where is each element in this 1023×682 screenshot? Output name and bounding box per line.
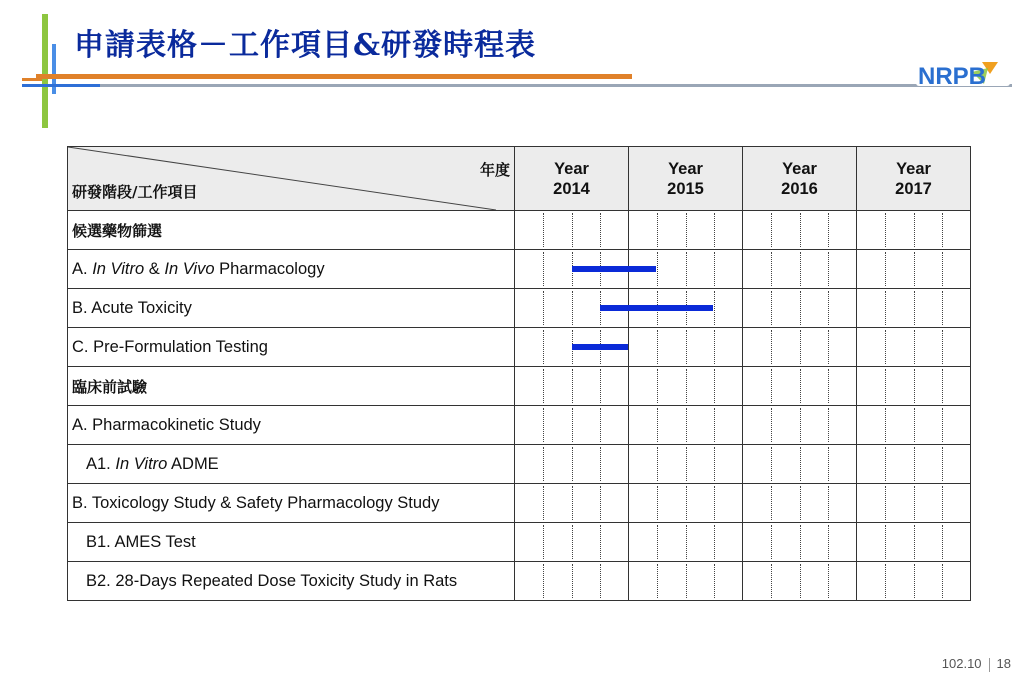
quarter-gridline — [942, 525, 943, 559]
quarter-gridline — [942, 369, 943, 403]
quarter-gridline — [771, 525, 772, 559]
table-row — [68, 367, 971, 406]
year-cell-2014 — [515, 367, 629, 406]
quarter-gridline — [885, 291, 886, 325]
year-cell-2015 — [629, 211, 743, 250]
quarter-gridline — [600, 408, 601, 442]
quarter-gridline — [771, 291, 772, 325]
quarter-gridline — [600, 213, 601, 247]
quarter-gridline — [800, 330, 801, 364]
quarter-gridline — [657, 525, 658, 559]
year-cell-2014 — [515, 562, 629, 601]
header-divider — [22, 84, 1012, 87]
quarter-gridline — [600, 525, 601, 559]
quarter-gridline — [771, 252, 772, 286]
title-underline-orange — [36, 74, 632, 79]
year-cell-2014 — [515, 289, 629, 328]
quarter-gridline — [771, 330, 772, 364]
task-text-part: A1. — [86, 454, 116, 473]
quarter-gridline — [572, 291, 573, 325]
quarter-gridline — [714, 486, 715, 520]
quarter-gridline — [914, 486, 915, 520]
task-text-part: A. — [72, 259, 93, 278]
table-row — [68, 328, 971, 367]
quarter-gridline — [771, 369, 772, 403]
year-cell-2017 — [857, 445, 971, 484]
year-cell-2014 — [515, 523, 629, 562]
quarter-gridline — [686, 486, 687, 520]
quarter-gridline — [942, 408, 943, 442]
year-cell-2014 — [515, 250, 629, 289]
year-cell-2016 — [743, 250, 857, 289]
year-cell-2016 — [743, 367, 857, 406]
task-text-part: In Vivo — [164, 259, 215, 278]
quarter-gridline — [942, 291, 943, 325]
quarter-gridline — [714, 291, 715, 325]
quarter-gridline — [657, 369, 658, 403]
quarter-gridline — [885, 330, 886, 364]
year-cell-2017 — [857, 406, 971, 445]
quarter-gridline — [914, 447, 915, 481]
year-cell-2015 — [629, 406, 743, 445]
quarter-gridline — [800, 408, 801, 442]
corner-cell — [68, 147, 515, 211]
quarter-gridline — [942, 213, 943, 247]
quarter-gridline — [885, 369, 886, 403]
quarter-gridline — [714, 447, 715, 481]
task-text-part: ADME — [167, 454, 219, 473]
quarter-gridline — [657, 447, 658, 481]
quarter-gridline — [885, 213, 886, 247]
task-text-part: 候選藥物篩選 — [72, 221, 163, 240]
footer-date: 102.10 — [941, 656, 982, 671]
quarter-gridline — [657, 408, 658, 442]
quarter-gridline — [914, 213, 915, 247]
schedule-table — [67, 146, 971, 601]
quarter-gridline — [914, 252, 915, 286]
quarter-gridline — [572, 369, 573, 403]
schedule-bar — [572, 344, 629, 350]
task-text-part: B. Acute Toxicity — [72, 298, 192, 317]
task-label — [68, 250, 515, 289]
slide-footer — [942, 656, 1011, 672]
quarter-gridline — [543, 486, 544, 520]
quarter-gridline — [657, 213, 658, 247]
quarter-gridline — [686, 564, 687, 598]
quarter-gridline — [800, 564, 801, 598]
quarter-gridline — [600, 447, 601, 481]
quarter-gridline — [600, 486, 601, 520]
quarter-gridline — [771, 408, 772, 442]
quarter-gridline — [686, 369, 687, 403]
year-header-2015: Year 2015 — [629, 147, 743, 211]
task-text-part: Pharmacology — [214, 259, 325, 278]
quarter-gridline — [942, 486, 943, 520]
quarter-gridline — [885, 252, 886, 286]
year-header-2016: Year 2016 — [743, 147, 857, 211]
year-cell-2016 — [743, 406, 857, 445]
quarter-gridline — [543, 564, 544, 598]
task-label — [68, 445, 515, 484]
schedule-bar — [600, 305, 713, 311]
year-cell-2017 — [857, 328, 971, 367]
quarter-gridline — [572, 447, 573, 481]
quarter-gridline — [543, 252, 544, 286]
quarter-gridline — [543, 213, 544, 247]
year-cell-2014 — [515, 484, 629, 523]
task-label — [68, 289, 515, 328]
table-row — [68, 250, 971, 289]
quarter-gridline — [942, 252, 943, 286]
quarter-gridline — [914, 408, 915, 442]
corner-year-label: 年度 — [479, 161, 510, 179]
table-row — [68, 523, 971, 562]
quarter-gridline — [657, 486, 658, 520]
quarter-gridline — [686, 408, 687, 442]
section-label — [68, 211, 515, 250]
year-cell-2016 — [743, 445, 857, 484]
quarter-gridline — [600, 369, 601, 403]
year-cell-2014 — [515, 406, 629, 445]
quarter-gridline — [800, 369, 801, 403]
quarter-gridline — [714, 408, 715, 442]
year-cell-2016 — [743, 523, 857, 562]
quarter-gridline — [771, 213, 772, 247]
quarter-gridline — [686, 330, 687, 364]
logo-text: NRPB — [918, 63, 987, 90]
task-text-part: C. Pre-Formulation Testing — [72, 337, 268, 356]
table-row — [68, 484, 971, 523]
task-text-part: A. Pharmacokinetic Study — [72, 415, 261, 434]
quarter-gridline — [686, 252, 687, 286]
quarter-gridline — [572, 564, 573, 598]
quarter-gridline — [885, 564, 886, 598]
quarter-gridline — [572, 408, 573, 442]
quarter-gridline — [543, 525, 544, 559]
quarter-gridline — [914, 291, 915, 325]
year-cell-2016 — [743, 328, 857, 367]
year-cell-2014 — [515, 211, 629, 250]
table-row — [68, 406, 971, 445]
quarter-gridline — [543, 447, 544, 481]
decor-green-bar — [42, 14, 48, 128]
header-divider-accent — [22, 84, 100, 87]
task-label — [68, 523, 515, 562]
quarter-gridline — [828, 486, 829, 520]
quarter-gridline — [543, 408, 544, 442]
task-text-part: In Vitro — [92, 259, 145, 278]
year-cell-2016 — [743, 211, 857, 250]
year-cell-2016 — [743, 289, 857, 328]
task-label — [68, 484, 515, 523]
quarter-gridline — [714, 330, 715, 364]
quarter-gridline — [771, 486, 772, 520]
task-label — [68, 406, 515, 445]
footer-separator — [989, 658, 990, 672]
quarter-gridline — [572, 213, 573, 247]
year-cell-2015 — [629, 484, 743, 523]
quarter-gridline — [914, 564, 915, 598]
year-cell-2015 — [629, 445, 743, 484]
quarter-gridline — [543, 369, 544, 403]
quarter-gridline — [714, 525, 715, 559]
quarter-gridline — [657, 564, 658, 598]
quarter-gridline — [828, 213, 829, 247]
quarter-gridline — [914, 369, 915, 403]
table-row — [68, 562, 971, 601]
corner-stage-label: 研發階段/工作項目 — [72, 183, 198, 201]
slide-title: 申請表格－工作項目&研發時程表 — [74, 28, 537, 63]
quarter-gridline — [600, 564, 601, 598]
task-text-part: B1. AMES Test — [86, 532, 196, 551]
task-text-part: 臨床前試驗 — [72, 377, 148, 396]
section-label — [68, 367, 515, 406]
table-row — [68, 445, 971, 484]
year-cell-2017 — [857, 484, 971, 523]
quarter-gridline — [885, 525, 886, 559]
task-text-part: B. Toxicology Study & Safety Pharmacology Study — [72, 493, 440, 512]
quarter-gridline — [828, 291, 829, 325]
year-cell-2016 — [743, 562, 857, 601]
quarter-gridline — [657, 252, 658, 286]
year-cell-2017 — [857, 250, 971, 289]
year-cell-2017 — [857, 523, 971, 562]
year-cell-2015 — [629, 523, 743, 562]
quarter-gridline — [800, 291, 801, 325]
quarter-gridline — [828, 369, 829, 403]
quarter-gridline — [942, 330, 943, 364]
year-cell-2017 — [857, 562, 971, 601]
quarter-gridline — [828, 408, 829, 442]
year-cell-2017 — [857, 211, 971, 250]
quarter-gridline — [686, 525, 687, 559]
nrpb-logo — [914, 58, 1012, 90]
year-cell-2014 — [515, 445, 629, 484]
quarter-gridline — [800, 213, 801, 247]
title-underline-orange-short — [22, 78, 42, 81]
quarter-gridline — [543, 291, 544, 325]
quarter-gridline — [828, 564, 829, 598]
year-cell-2017 — [857, 367, 971, 406]
quarter-gridline — [828, 525, 829, 559]
quarter-gridline — [572, 525, 573, 559]
task-label — [68, 562, 515, 601]
quarter-gridline — [828, 252, 829, 286]
quarter-gridline — [686, 447, 687, 481]
quarter-gridline — [714, 564, 715, 598]
table-header-row — [68, 147, 971, 211]
year-cell-2014 — [515, 328, 629, 367]
quarter-gridline — [942, 564, 943, 598]
quarter-gridline — [771, 447, 772, 481]
quarter-gridline — [714, 252, 715, 286]
page-number: 18 — [996, 656, 1011, 671]
year-cell-2015 — [629, 328, 743, 367]
quarter-gridline — [572, 486, 573, 520]
quarter-gridline — [828, 330, 829, 364]
quarter-gridline — [885, 486, 886, 520]
year-header-2017: Year 2017 — [857, 147, 971, 211]
quarter-gridline — [657, 330, 658, 364]
task-label — [68, 328, 515, 367]
quarter-gridline — [828, 447, 829, 481]
task-text-part: In Vitro — [115, 454, 168, 473]
quarter-gridline — [885, 447, 886, 481]
task-text-part: B2. 28-Days Repeated Dose Toxicity Study in Rats — [86, 571, 458, 590]
task-text-part: & — [144, 259, 165, 278]
quarter-gridline — [714, 369, 715, 403]
quarter-gridline — [771, 564, 772, 598]
quarter-gridline — [714, 213, 715, 247]
schedule-bar — [572, 266, 657, 272]
table-row — [68, 289, 971, 328]
quarter-gridline — [543, 330, 544, 364]
quarter-gridline — [800, 525, 801, 559]
quarter-gridline — [914, 330, 915, 364]
year-header-2014: Year 2014 — [515, 147, 629, 211]
year-cell-2015 — [629, 367, 743, 406]
quarter-gridline — [800, 447, 801, 481]
quarter-gridline — [942, 447, 943, 481]
year-cell-2017 — [857, 289, 971, 328]
quarter-gridline — [885, 408, 886, 442]
table-row — [68, 211, 971, 250]
year-cell-2016 — [743, 484, 857, 523]
quarter-gridline — [800, 486, 801, 520]
quarter-gridline — [914, 525, 915, 559]
quarter-gridline — [686, 213, 687, 247]
year-cell-2015 — [629, 562, 743, 601]
quarter-gridline — [800, 252, 801, 286]
